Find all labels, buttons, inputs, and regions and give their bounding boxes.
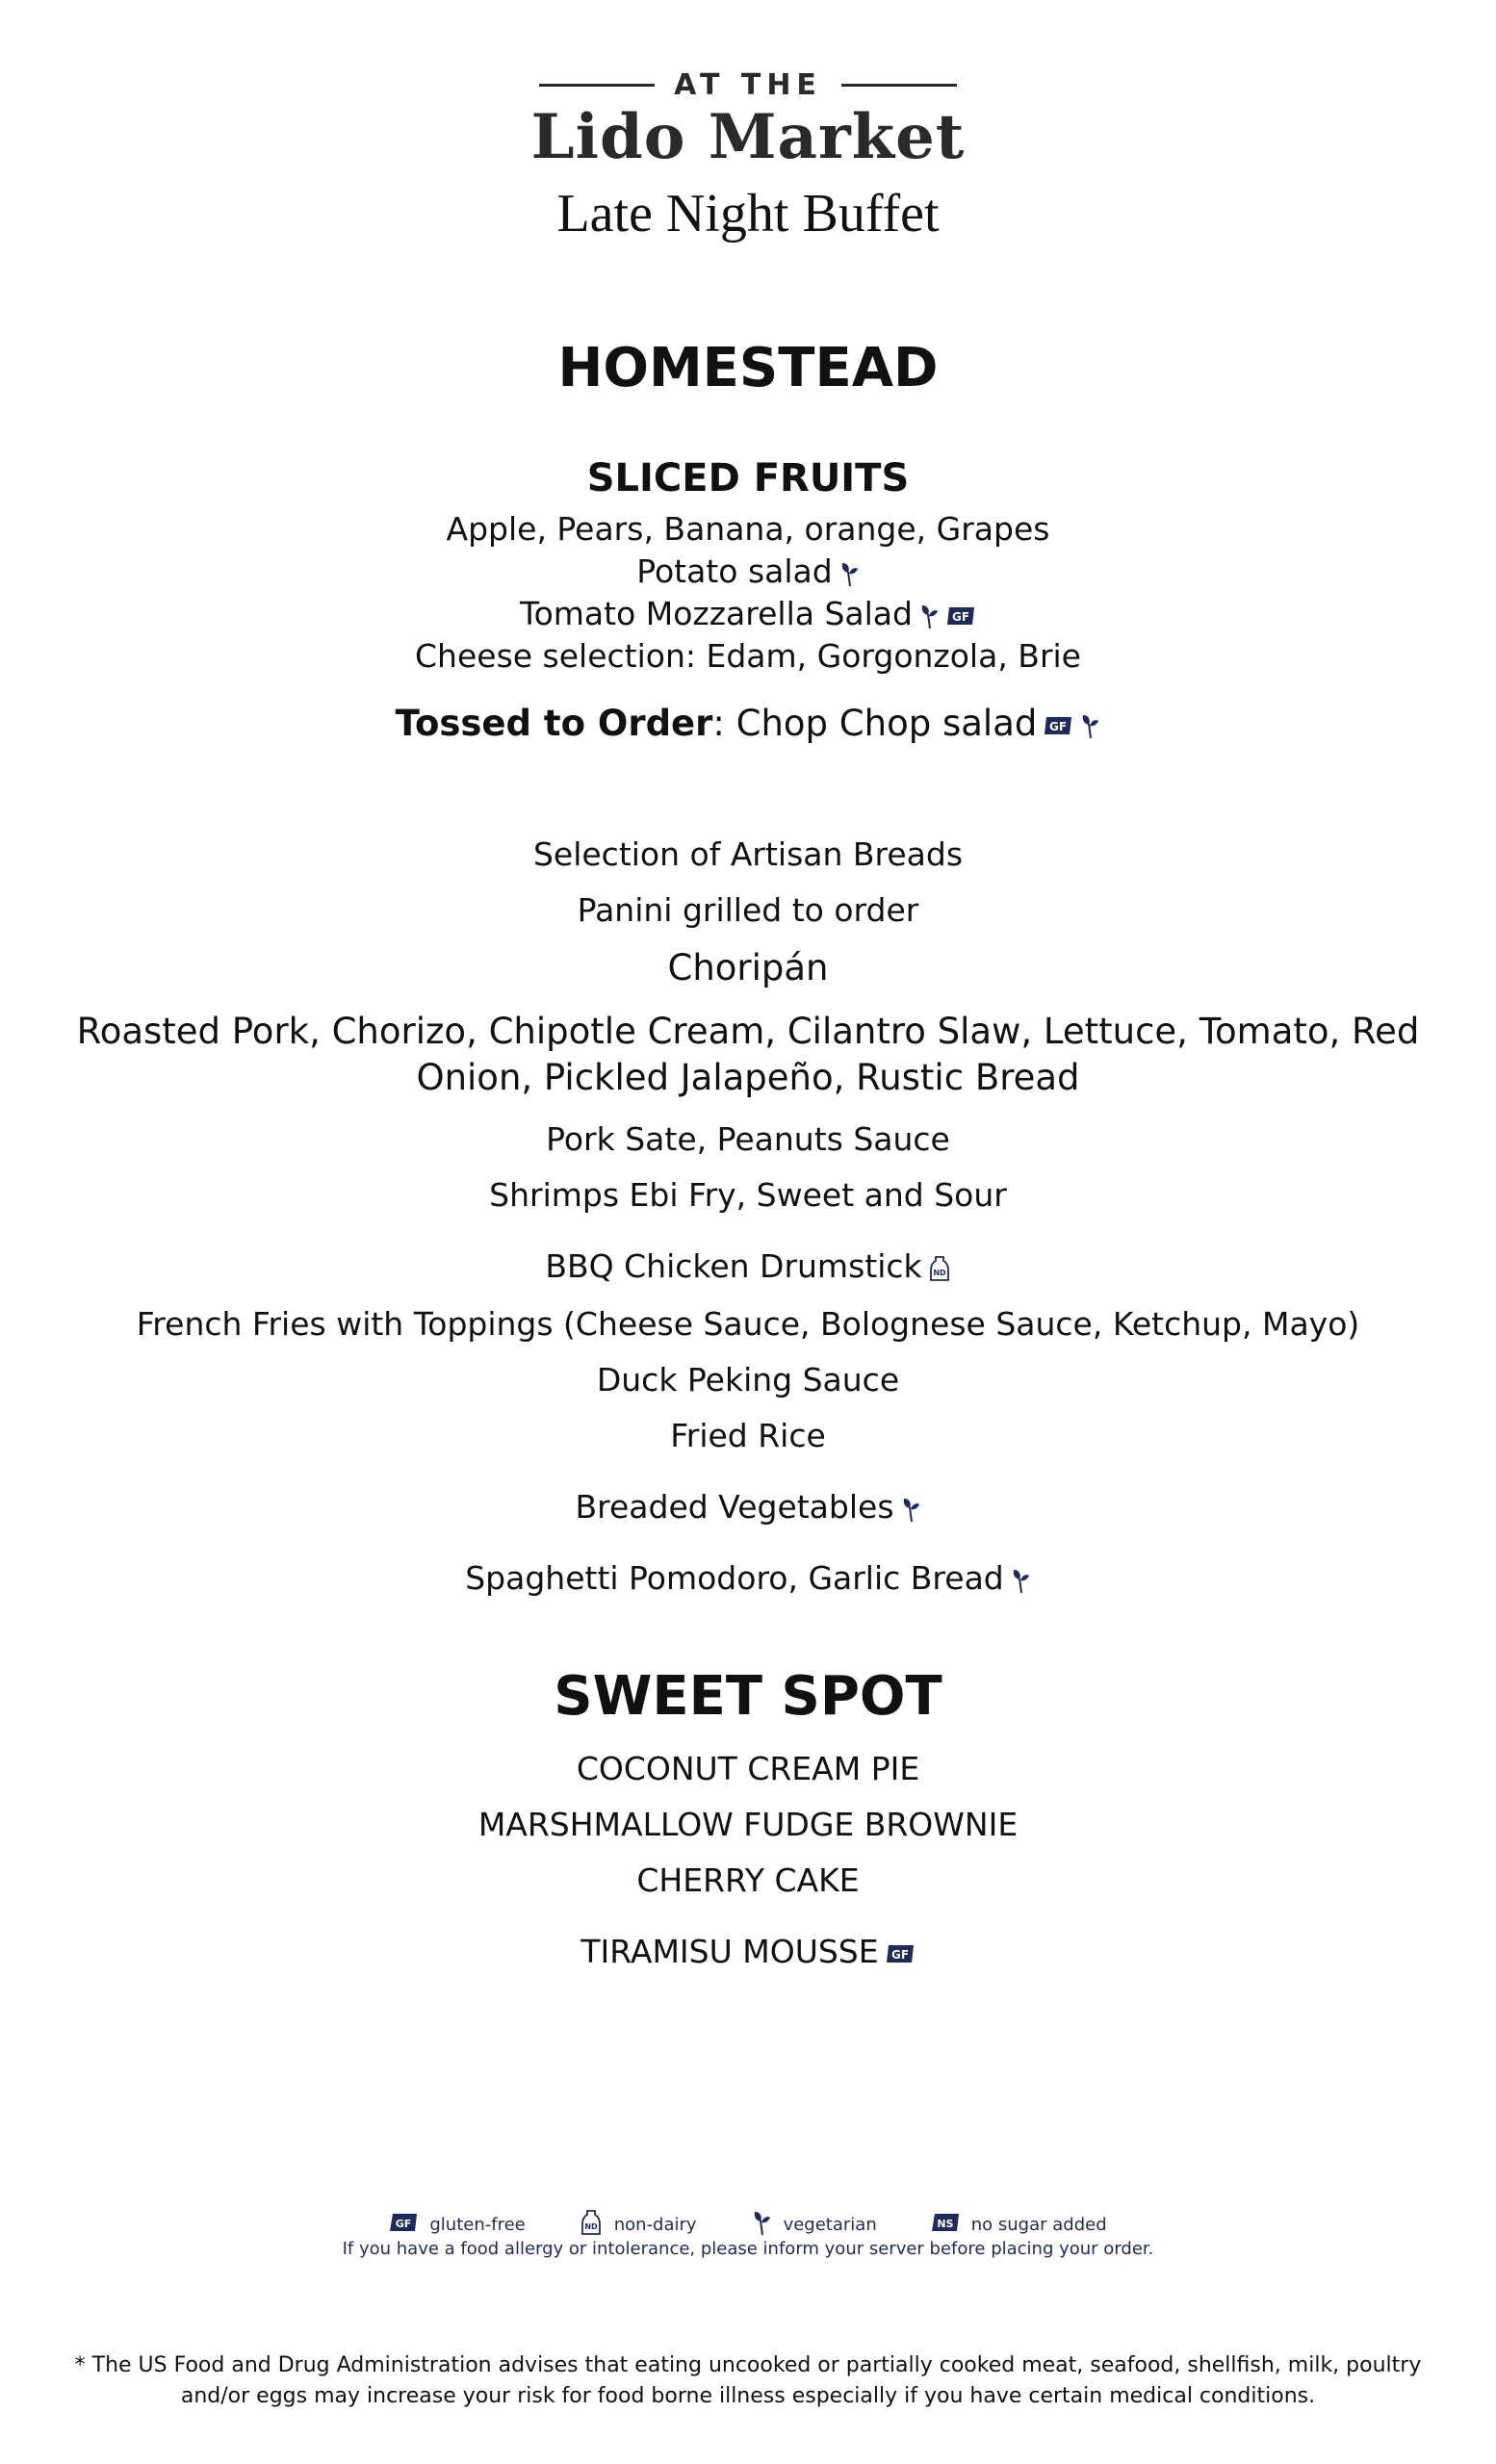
menu-item-spaghetti xyxy=(0,1559,1496,1597)
legend-label: no sugar added xyxy=(970,2214,1107,2235)
legend-vegetarian xyxy=(751,2209,877,2240)
brand-logo: Lido Market xyxy=(530,101,966,173)
dietary-legend xyxy=(0,2210,1496,2239)
menu-item-panini: Panini grilled to order xyxy=(577,891,919,929)
vegetarian-icon xyxy=(918,603,940,629)
menu-item-tomato-salad xyxy=(0,595,1496,632)
menu-item-duck: Duck Peking Sauce xyxy=(596,1361,900,1399)
dessert-item-tiramisu xyxy=(0,1933,1496,1970)
legend-label: gluten-free xyxy=(429,2214,526,2235)
tossed-item: : Chop Chop salad xyxy=(712,703,1038,744)
menu-item-tossed-to-order xyxy=(0,703,1496,744)
legend-non-dairy xyxy=(580,2209,697,2240)
vegetarian-icon xyxy=(1010,1567,1031,1594)
vegetarian-icon xyxy=(751,2209,772,2240)
tossed-label: Tossed to Order xyxy=(395,703,713,744)
dessert-item: COCONUT CREAM PIE xyxy=(576,1750,920,1787)
gluten-free-icon xyxy=(389,2213,418,2236)
gluten-free-icon xyxy=(885,1944,916,1964)
menu-item-bbq-chicken xyxy=(0,1247,1496,1285)
gluten-free-icon xyxy=(945,606,976,626)
menu-item-breads: Selection of Artisan Breads xyxy=(532,835,964,873)
gluten-free-icon xyxy=(1043,716,1073,735)
menu-item-fries: French Fries with Toppings (Cheese Sauce, Bolognese Sauce, Ketchup, Mayo) xyxy=(136,1305,1360,1343)
logo-top-row xyxy=(0,67,1496,102)
fda-disclaimer-line-1: * The US Food and Drug Administration advises that eating uncooked or partially cooked meat, seafood, shellfish, milk, poultry xyxy=(74,2353,1422,2377)
logo-at-the: AT THE xyxy=(674,67,822,102)
legend-label: vegetarian xyxy=(783,2214,877,2235)
menu-item-label: BBQ Chicken Drumstick xyxy=(545,1247,922,1285)
gf-badge-text: GF xyxy=(1049,719,1068,733)
ns-badge-text: NS xyxy=(937,2218,954,2230)
page-subtitle: Late Night Buffet xyxy=(556,184,940,244)
menu-item-breaded-veg xyxy=(0,1488,1496,1526)
section-title-homestead: HOMESTEAD xyxy=(557,337,939,399)
logo-rule-left xyxy=(539,84,655,87)
gf-badge-text: GF xyxy=(890,1947,909,1962)
dessert-item: MARSHMALLOW FUDGE BROWNIE xyxy=(477,1806,1019,1843)
non-dairy-icon xyxy=(928,1255,951,1282)
menu-item-choripan-desc-1: Roasted Pork, Chorizo, Chipotle Cream, Cilantro Slaw, Lettuce, Tomato, Red xyxy=(76,1011,1420,1052)
fda-disclaimer xyxy=(0,2350,1496,2412)
gf-badge-text: GF xyxy=(396,2218,412,2230)
subsection-title-sliced-fruits: SLICED FRUITS xyxy=(586,456,910,500)
vegetarian-icon xyxy=(900,1496,921,1523)
menu-item-choripan-desc-2: Onion, Pickled Jalapeño, Rustic Bread xyxy=(416,1057,1080,1098)
menu-item-label: Spaghetti Pomodoro, Garlic Bread xyxy=(465,1559,1004,1597)
menu-item-choripan: Choripán xyxy=(667,947,829,988)
legend-no-sugar xyxy=(931,2213,1107,2236)
legend-label: non-dairy xyxy=(613,2214,697,2235)
menu-item-label: Breaded Vegetables xyxy=(575,1488,894,1526)
menu-item-pork-sate: Pork Sate, Peanuts Sauce xyxy=(546,1120,950,1158)
menu-item-label: Tomato Mozzarella Salad xyxy=(520,595,913,632)
legend-gluten-free xyxy=(389,2213,525,2236)
dessert-item: CHERRY CAKE xyxy=(636,1861,860,1899)
logo-rule-right xyxy=(841,84,957,87)
nd-badge-text: ND xyxy=(932,1268,946,1277)
menu-item-fruits: Apple, Pears, Banana, orange, Grapes xyxy=(446,510,1050,548)
no-sugar-icon xyxy=(931,2213,960,2236)
vegetarian-icon xyxy=(1079,712,1100,739)
menu-item-potato-salad xyxy=(0,552,1496,590)
menu-item-shrimps: Shrimps Ebi Fry, Sweet and Sour xyxy=(489,1176,1007,1214)
nd-badge-text: ND xyxy=(584,2222,598,2231)
vegetarian-icon xyxy=(838,560,860,587)
non-dairy-icon xyxy=(580,2209,603,2240)
gf-badge-text: GF xyxy=(951,609,970,624)
fda-disclaimer-line-2: and/or eggs may increase your risk for food borne illness especially if you have certain medical conditions. xyxy=(180,2384,1316,2408)
menu-item-cheese: Cheese selection: Edam, Gorgonzola, Brie xyxy=(415,637,1081,675)
menu-item-label: TIRAMISU MOUSSE xyxy=(580,1933,879,1970)
allergy-note: If you have a food allergy or intolerance, please inform your server before placing your order. xyxy=(342,2239,1154,2259)
menu-item-fried-rice: Fried Rice xyxy=(670,1417,826,1454)
menu-item-label: Potato salad xyxy=(636,552,833,590)
section-title-sweet-spot: SWEET SPOT xyxy=(554,1665,942,1728)
